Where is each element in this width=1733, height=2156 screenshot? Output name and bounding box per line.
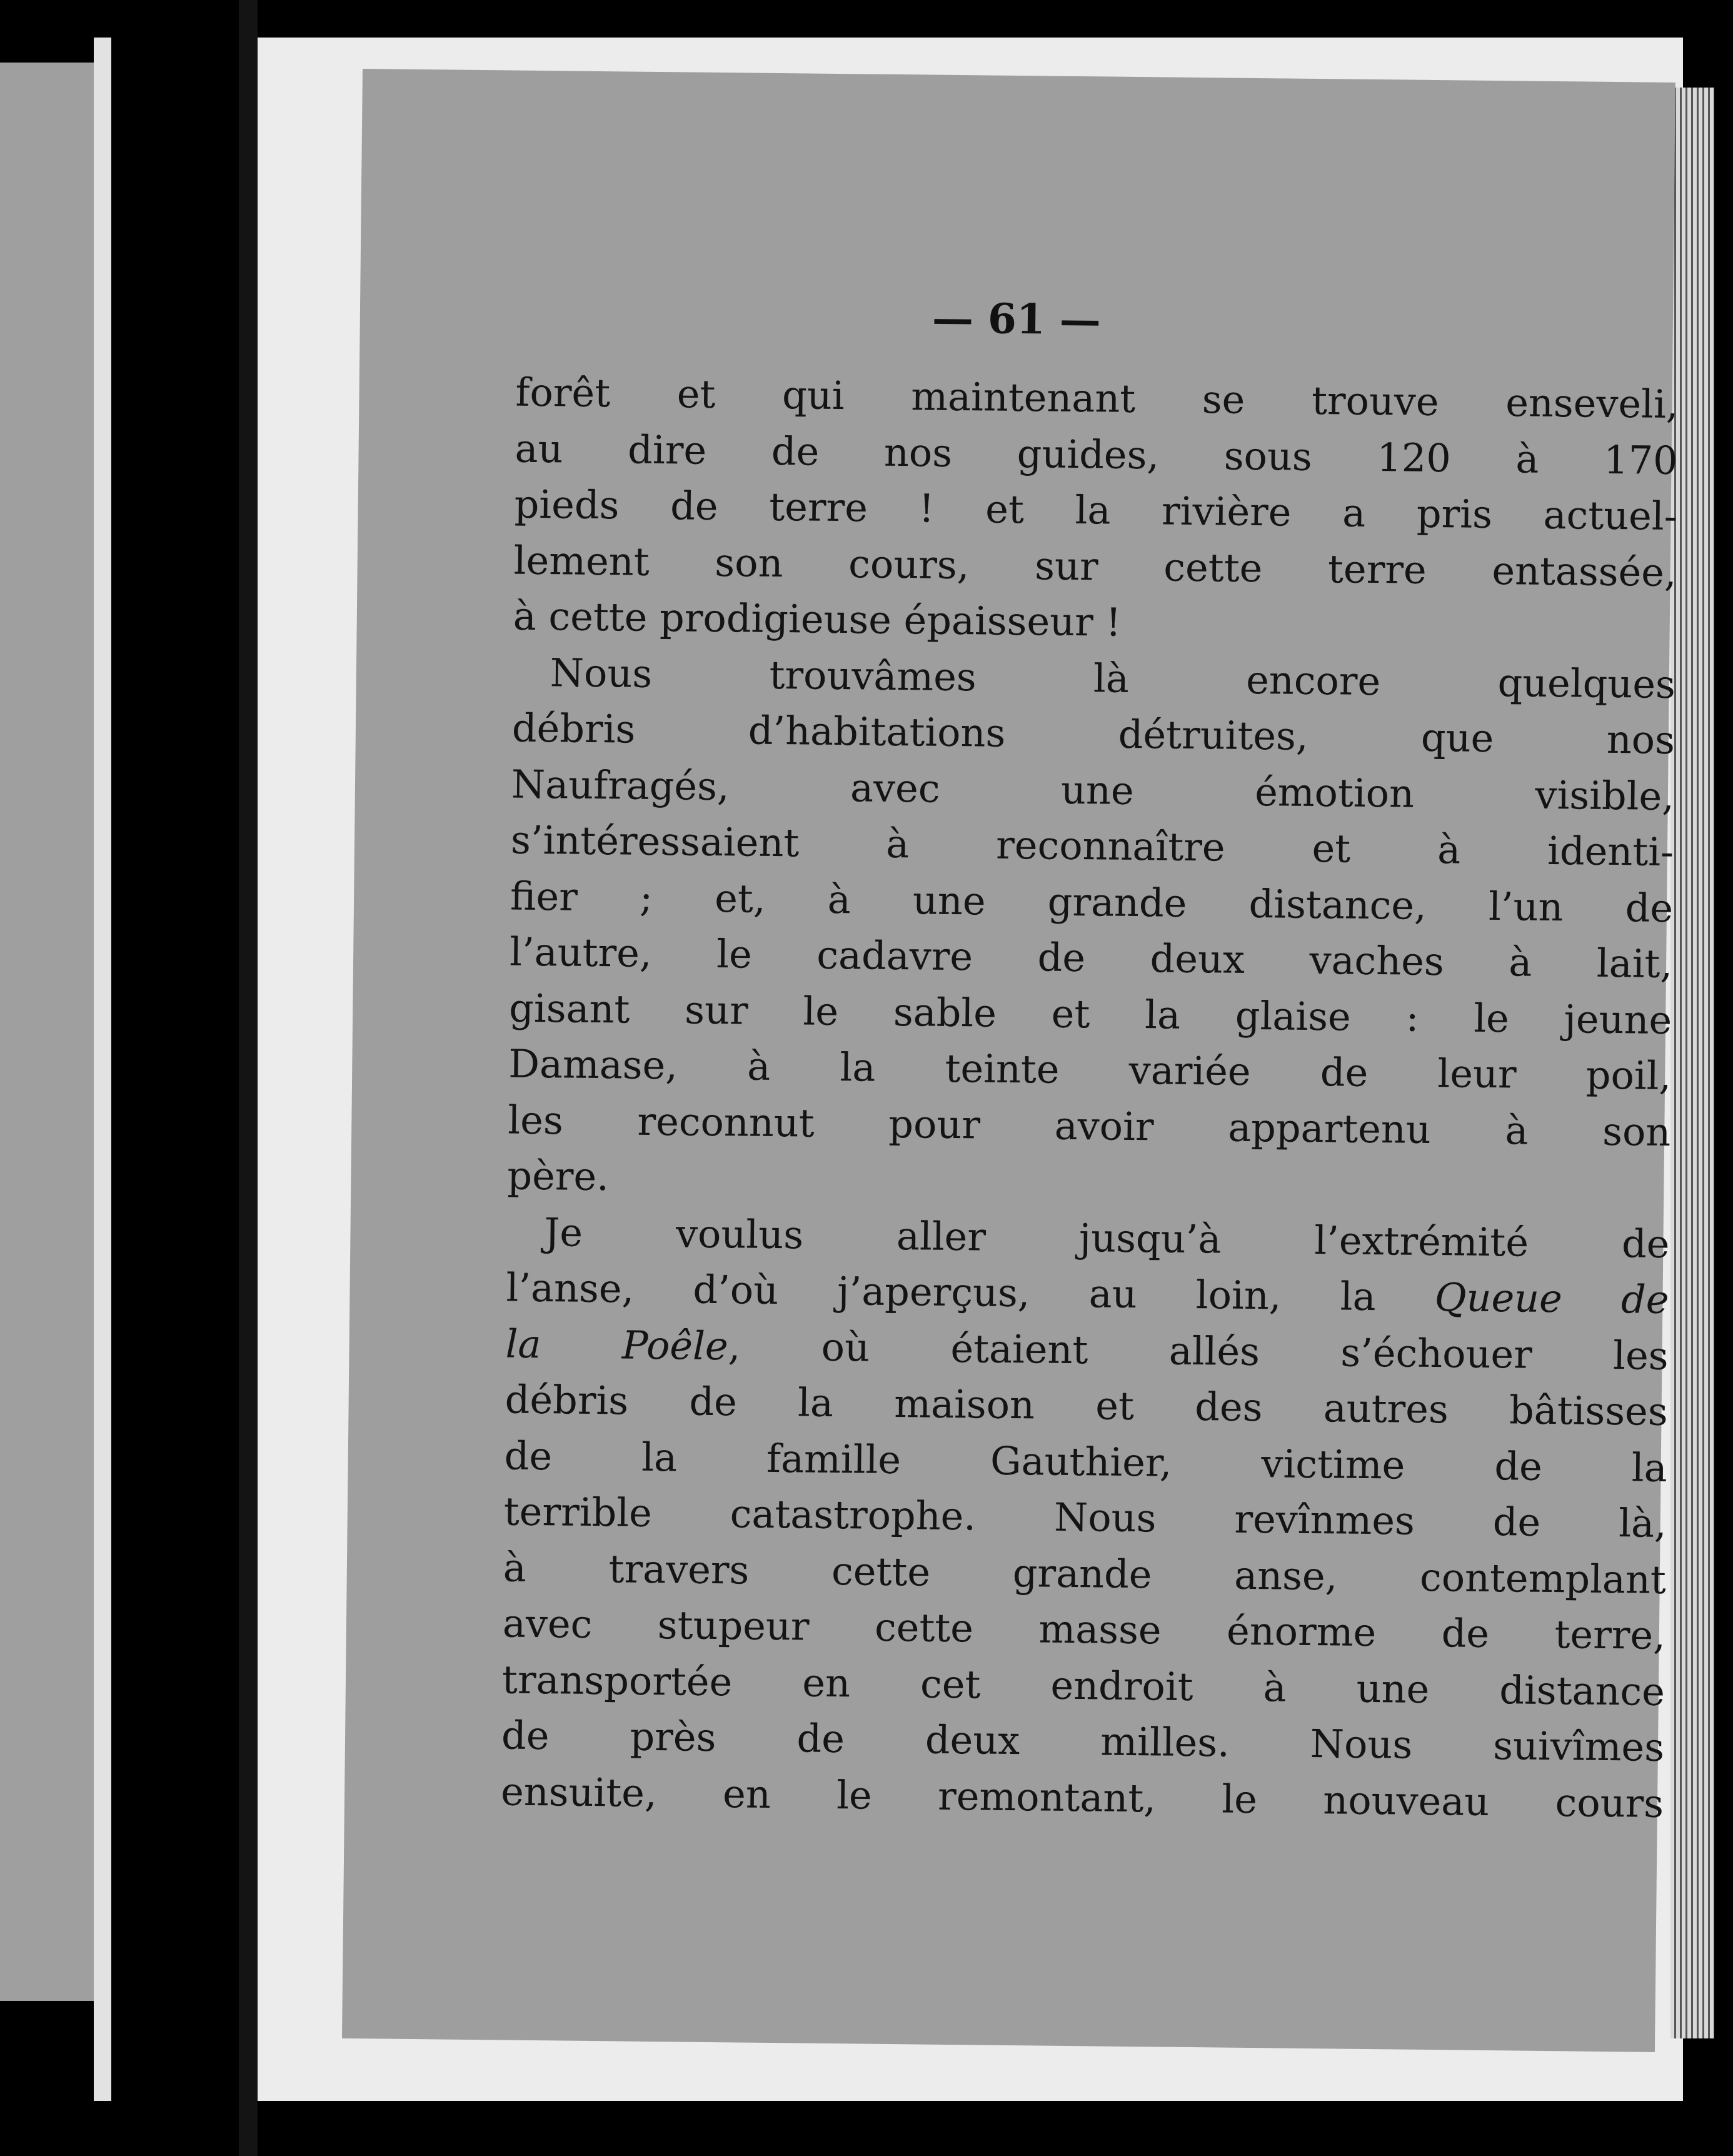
text-line-roman: , où étaient allés s’échouer les xyxy=(728,1322,1669,1379)
text-line: lement son cours, sur cette terre entassée, xyxy=(513,537,1677,595)
text-line: l’autre, le cadavre de deux vaches à lait, xyxy=(509,929,1673,987)
left-page-margin xyxy=(94,38,111,2101)
book-page xyxy=(342,69,1679,2052)
text-line: fier ; et, à une grande distance, l’un de xyxy=(510,873,1674,931)
text-line: terrible catastrophe. Nous revînmes de là, xyxy=(503,1488,1667,1546)
page-number: — 61 — xyxy=(932,293,1102,345)
text-line: de près de deux milles. Nous suivîmes xyxy=(501,1712,1665,1770)
text-line-italic: Queue de xyxy=(1434,1274,1669,1322)
text-line: s’intéressaient à reconnaître et à identi- xyxy=(510,817,1674,875)
text-line: débris d’habitations détruites, que nos xyxy=(511,705,1675,763)
text-line: Nous trouvâmes là encore quelques xyxy=(550,649,1676,707)
text-line: transportée en cet endroit à une distance xyxy=(501,1656,1665,1715)
text-line: père. xyxy=(507,1152,610,1200)
book-gutter xyxy=(239,0,258,2156)
text-line: de la famille Gauthier, victime de la xyxy=(504,1432,1668,1491)
text-line: avec stupeur cette masse énorme de terre, xyxy=(502,1600,1666,1658)
text-line: à cette prodigieuse épaisseur ! xyxy=(513,593,1122,645)
text-line: pieds de terre ! et la rivière a pris actuel- xyxy=(514,481,1678,540)
text-line-roman: l’anse, d’où j’aperçus, au loin, la xyxy=(506,1264,1435,1321)
text-line: Je voulus aller jusqu’à l’extrémité de xyxy=(544,1209,1670,1267)
text-line: Damase, à la teinte variée de leur poil, xyxy=(508,1040,1672,1099)
text-line-italic: la Poêle xyxy=(505,1321,729,1369)
text-line: Naufragés, avec une émotion visible, xyxy=(511,761,1675,819)
text-line: forêt et qui maintenant se trouve enseveli, xyxy=(515,369,1679,428)
text-line: à travers cette grande anse, contemplant xyxy=(503,1544,1667,1603)
text-line: ensuite, en le remontant, le nouveau cours xyxy=(500,1768,1664,1826)
body-text xyxy=(501,365,1679,1831)
text-line: gisant sur le sable et la glaise : le jeune xyxy=(508,985,1672,1043)
text-line: les reconnut pour avoir appartenu à son xyxy=(508,1097,1671,1155)
text-line: débris de la maison et des autres bâtisses xyxy=(505,1376,1669,1434)
text-line: au dire de nos guides, sous 120 à 170 xyxy=(515,425,1678,483)
left-page-fragment xyxy=(0,63,94,2001)
